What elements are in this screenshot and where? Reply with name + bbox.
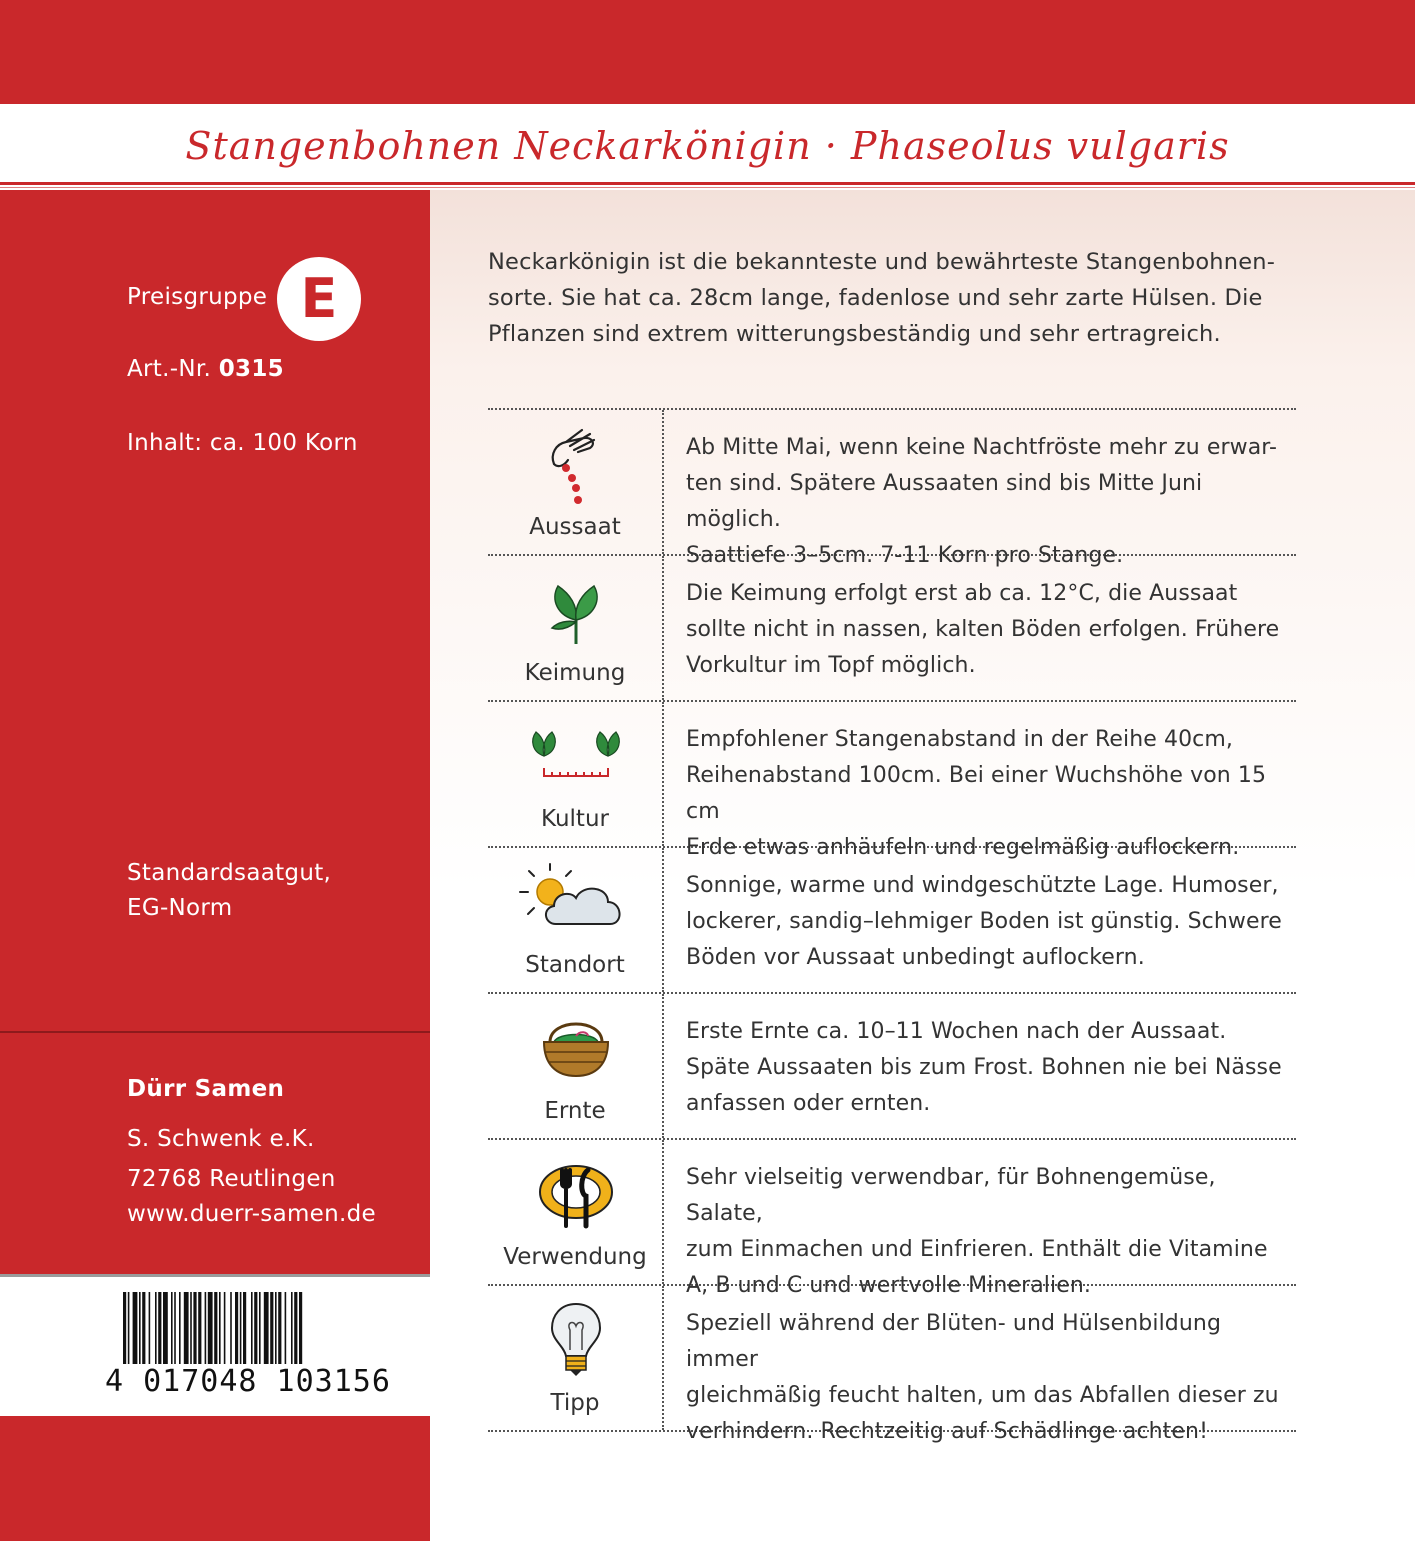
row-label: Ernte xyxy=(544,1098,606,1124)
icon-cell xyxy=(488,556,664,700)
row-text xyxy=(686,1160,1298,1304)
title-divider-thin xyxy=(0,187,1415,188)
article-number-value: 0315 xyxy=(218,356,284,382)
row-text xyxy=(686,576,1298,684)
row-text-line: anfassen oder ernten. xyxy=(686,1091,931,1116)
quality-line-2: EG-Norm xyxy=(127,895,233,921)
row-text-line: lockerer, sandig–lehmiger Boden ist günstig. Schwere xyxy=(686,909,1282,934)
row-text-line: gleichmäßig feucht halten, um das Abfallen dieser zu xyxy=(686,1383,1279,1408)
barcode-bar xyxy=(251,1292,253,1364)
row-text-line: A, B und C und wertvolle Mineralien. xyxy=(686,1273,1091,1298)
row-text-line: Ab Mitte Mai, wenn keine Nachtfröste mehr zu erwar- xyxy=(686,435,1278,460)
sun-cloud-icon xyxy=(516,862,636,942)
row-text xyxy=(686,868,1298,976)
barcode-bar xyxy=(142,1292,145,1364)
row-label: Standort xyxy=(525,952,625,978)
row-text-line: Böden vor Aussaat unbedingt auflockern. xyxy=(686,945,1145,970)
barcode-bar xyxy=(285,1292,287,1364)
row-text-line: Speziell während der Blüten- und Hülsenbildung immer xyxy=(686,1311,1222,1372)
plants-spacing-icon xyxy=(526,716,626,796)
barcode-bar xyxy=(219,1292,221,1364)
barcode-bar xyxy=(208,1292,213,1364)
barcode-bar xyxy=(240,1292,242,1364)
barcode-bar xyxy=(214,1292,217,1364)
barcode-bar xyxy=(139,1292,141,1364)
article-number-label: Art.-Nr. xyxy=(127,356,212,382)
price-group-badge: E xyxy=(277,257,361,341)
harvest-basket-icon xyxy=(536,1008,616,1088)
barcode-bar xyxy=(278,1292,281,1364)
sidebar-divider xyxy=(0,1031,430,1033)
row-text-line: Späte Aussaaten bis zum Frost. Bohnen nie bei Nässe xyxy=(686,1055,1282,1080)
barcode-bar xyxy=(294,1292,297,1364)
icon-cell xyxy=(488,1286,664,1430)
barcode-bar xyxy=(133,1292,138,1364)
title-divider xyxy=(0,182,1415,185)
sidebar-footer-block xyxy=(0,1416,430,1541)
hand-sowing-icon xyxy=(536,424,616,504)
row-text-line: Saattiefe 3–5cm. 7-11 Korn pro Stange. xyxy=(686,543,1124,568)
icon-cell xyxy=(488,1140,664,1284)
row-text-line: ten sind. Spätere Aussaaten sind bis Mitte Juni möglich. xyxy=(686,471,1203,532)
barcode-bar xyxy=(259,1292,261,1364)
intro-line: Neckarkönigin ist die bekannteste und bewährteste Stangenbohnen- xyxy=(488,249,1276,275)
intro-line: Pflanzen sind extrem witterungsbeständig und sehr ertragreich. xyxy=(488,321,1221,347)
barcode-bar xyxy=(299,1292,302,1364)
company-name: Dürr Samen xyxy=(127,1076,285,1102)
row-label: Keimung xyxy=(524,660,626,686)
barcode-bar xyxy=(224,1292,226,1364)
icon-cell xyxy=(488,410,664,554)
row-label: Tipp xyxy=(550,1390,600,1416)
barcode-bar xyxy=(184,1292,189,1364)
row-text-line: Erste Ernte ca. 10–11 Wochen nach der Aussaat. xyxy=(686,1019,1227,1044)
row-text-line: Die Keimung erfolgt erst ab ca. 12°C, die Aussaat xyxy=(686,581,1238,606)
seedling-icon xyxy=(536,570,616,650)
icon-cell xyxy=(488,702,664,846)
row-text-line: Sonnige, warme und windgeschützte Lage. Humoser, xyxy=(686,873,1279,898)
barcode-bar xyxy=(193,1292,196,1364)
icon-cell xyxy=(488,848,664,992)
row-text xyxy=(686,1014,1298,1122)
barcode-bar xyxy=(171,1292,173,1364)
plate-cutlery-icon xyxy=(536,1154,616,1234)
barcode-bar xyxy=(243,1292,246,1364)
row-text xyxy=(686,430,1298,574)
barcode-number: 4 017048 103156 xyxy=(105,1364,391,1399)
intro-text xyxy=(488,244,1288,352)
barcode-bar xyxy=(179,1292,181,1364)
barcode-bar xyxy=(128,1292,130,1364)
row-text-line: verhindern. Rechtzeitig auf Schädlinge achten! xyxy=(686,1419,1209,1444)
intro-line: sorte. Sie hat ca. 28cm lange, fadenlose und sehr zarte Hülsen. Die xyxy=(488,285,1263,311)
row-text xyxy=(686,722,1298,866)
row-text xyxy=(686,1306,1298,1450)
quality-line-1: Standardsaatgut, xyxy=(127,860,332,886)
barcode-bar xyxy=(158,1292,161,1364)
row-label: Kultur xyxy=(541,806,609,832)
barcode-bar xyxy=(155,1292,157,1364)
row-text-line: Empfohlener Stangenabstand in der Reihe 40cm, xyxy=(686,727,1234,752)
company-website: www.duerr-samen.de xyxy=(127,1201,376,1227)
barcode-bar xyxy=(235,1292,238,1364)
barcode-bar xyxy=(190,1292,192,1364)
top-banner xyxy=(0,0,1415,104)
barcode xyxy=(105,1288,430,1400)
care-table xyxy=(488,408,1296,1444)
row-text-line: Erde etwas anhäufeln und regelmäßig auflockern. xyxy=(686,835,1240,860)
barcode-bar xyxy=(264,1292,269,1364)
price-group-label: Preisgruppe xyxy=(127,284,268,310)
care-row-ernte xyxy=(488,994,1296,1140)
sidebar-divider-grey xyxy=(0,1274,430,1277)
care-row-tipp xyxy=(488,1286,1296,1444)
row-text-line: Vorkultur im Topf möglich. xyxy=(686,653,976,678)
row-text-line: Sehr vielseitig verwendbar, für Bohnengemüse, Salate, xyxy=(686,1165,1216,1226)
care-row-verwendung xyxy=(488,1140,1296,1298)
company-city: 72768 Reutlingen xyxy=(127,1166,336,1192)
barcode-bar xyxy=(230,1292,232,1364)
care-row-aussaat xyxy=(488,408,1296,568)
barcode-bar xyxy=(198,1292,201,1364)
barcode-bar xyxy=(174,1292,176,1364)
barcode-bar xyxy=(149,1292,151,1364)
row-label: Verwendung xyxy=(503,1244,647,1270)
barcode-bar xyxy=(123,1292,126,1364)
row-label: Aussaat xyxy=(529,514,621,540)
care-row-keimung xyxy=(488,556,1296,702)
barcode-bar xyxy=(270,1292,273,1364)
row-text-line: sollte nicht in nassen, kalten Böden erfolgen. Frühere xyxy=(686,617,1280,642)
icon-cell xyxy=(488,994,664,1138)
light-bulb-icon xyxy=(536,1300,616,1380)
article-number xyxy=(127,356,284,382)
sidebar xyxy=(0,190,430,1276)
row-text-line: zum Einmachen und Einfrieren. Enthält die Vitamine xyxy=(686,1237,1268,1262)
care-row-standort xyxy=(488,848,1296,994)
content-amount: Inhalt: ca. 100 Korn xyxy=(127,430,358,456)
care-row-kultur xyxy=(488,702,1296,860)
barcode-bar xyxy=(291,1292,293,1364)
product-title: Stangenbohnen Neckarkönigin · Phaseolus vulgaris xyxy=(185,124,1230,168)
barcode-bar xyxy=(163,1292,168,1364)
company-owner: S. Schwenk e.K. xyxy=(127,1126,315,1152)
row-text-line: Reihenabstand 100cm. Bei einer Wuchshöhe von 15 cm xyxy=(686,763,1267,824)
barcode-bar xyxy=(254,1292,257,1364)
barcode-bar xyxy=(205,1292,207,1364)
barcode-bar xyxy=(275,1292,277,1364)
